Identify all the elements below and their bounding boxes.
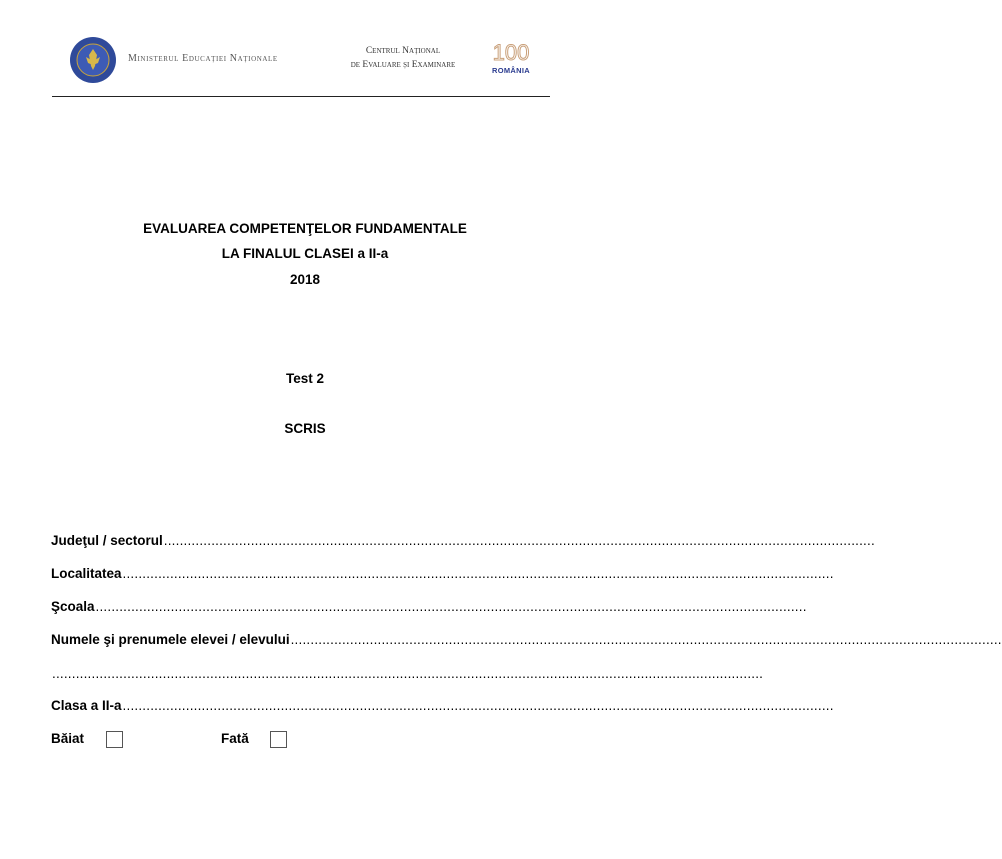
exam-title-line2: LA FINALUL CLASEI a II-a — [221, 246, 389, 261]
school-field[interactable] — [51, 599, 807, 614]
centenar-label: ROMÂNIA — [492, 66, 530, 75]
student-name-field[interactable] — [51, 632, 1002, 647]
girl-label: Fată — [221, 731, 249, 746]
ministry-name: Ministerul Educației Naționale — [128, 53, 278, 64]
evaluation-center-name — [333, 44, 473, 72]
locality-label: Localitatea — [51, 566, 122, 581]
exam-title-line1: EVALUAREA COMPETENŢELOR FUNDAMENTALE — [143, 221, 467, 236]
school-label: Şcoala — [51, 599, 95, 614]
centenar-number: 100 — [492, 40, 530, 65]
center-line-2: de Evaluare și Examinare — [350, 60, 456, 70]
student-name-dots: .................................................................................................................................................................................... — [290, 632, 1002, 647]
test-number: Test 2 — [285, 371, 324, 386]
county-dots: .................................................................................................................................................................................... — [163, 533, 875, 548]
government-crest-icon — [68, 35, 118, 85]
center-line-1: Centrul Național — [365, 46, 441, 56]
school-dots: .................................................................................................................................................................................... — [95, 599, 807, 614]
class-field[interactable] — [51, 698, 834, 713]
test-subject: SCRIS — [284, 421, 326, 436]
class-label: Clasa a II-a — [51, 698, 122, 713]
county-field[interactable] — [51, 533, 875, 548]
boy-label: Băiat — [51, 731, 85, 746]
boy-checkbox[interactable] — [106, 731, 123, 748]
student-name-continuation-field[interactable] — [51, 666, 764, 681]
page-header — [0, 0, 610, 100]
county-label: Judeţul / sectorul — [51, 533, 163, 548]
class-dots: .................................................................................................................................................................................... — [122, 698, 834, 713]
locality-dots: .................................................................................................................................................................................... — [122, 566, 834, 581]
locality-field[interactable] — [51, 566, 834, 581]
student-name-continuation-dots: .................................................................................................................................................................................... — [52, 666, 764, 681]
student-name-label: Numele şi prenumele elevei / elevului — [51, 632, 290, 647]
header-divider — [52, 96, 550, 97]
girl-checkbox[interactable] — [270, 731, 287, 748]
exam-year: 2018 — [289, 272, 321, 287]
